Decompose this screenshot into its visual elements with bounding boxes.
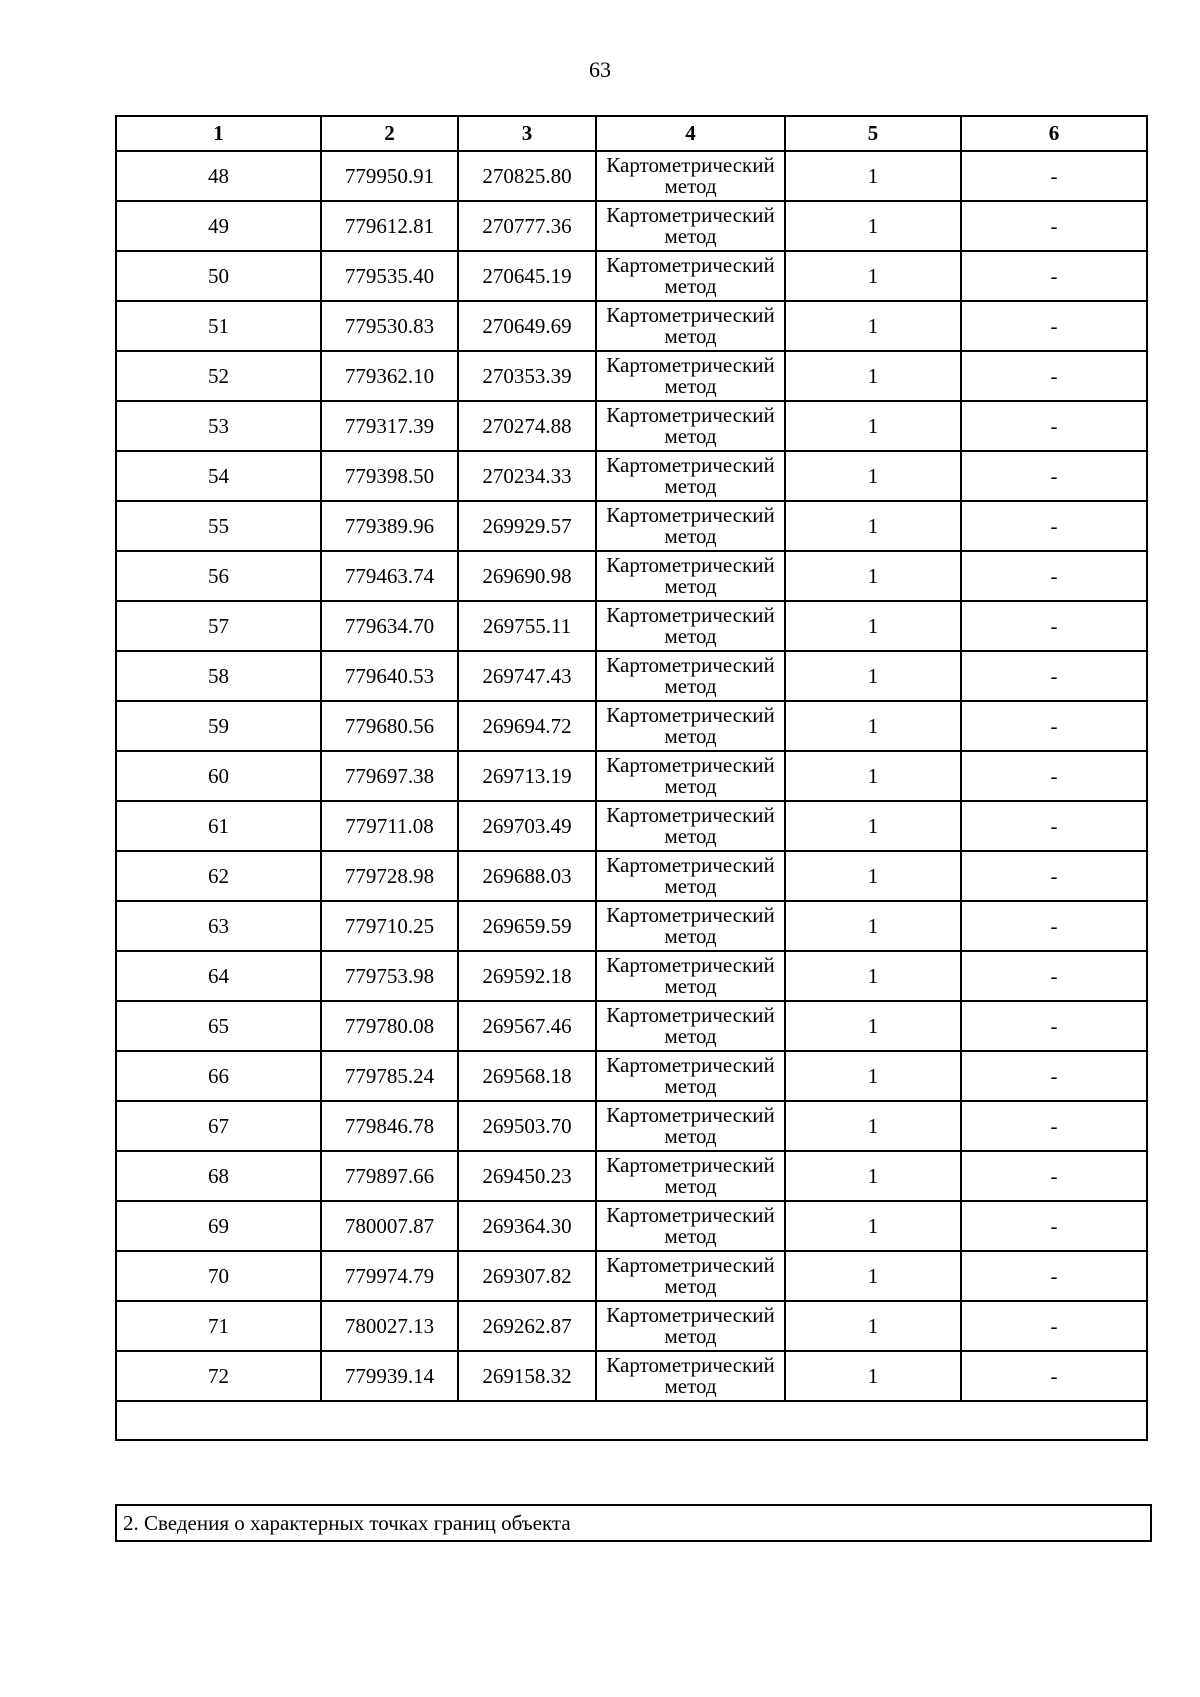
accuracy-cell: 1 xyxy=(785,551,961,601)
table-row xyxy=(116,351,1147,401)
description-cell: - xyxy=(961,901,1147,951)
table-row xyxy=(116,751,1147,801)
method-cell xyxy=(596,1251,785,1301)
description-cell: - xyxy=(961,401,1147,451)
method-line-1: Картометрический xyxy=(606,1103,775,1127)
method-line-1: Картометрический xyxy=(606,1003,775,1027)
table-row xyxy=(116,951,1147,1001)
table-header-row xyxy=(116,116,1147,151)
accuracy-cell: 1 xyxy=(785,1251,961,1301)
method-cell xyxy=(596,551,785,601)
point-number-cell: 50 xyxy=(116,251,321,301)
description-cell: - xyxy=(961,301,1147,351)
method-cell xyxy=(596,951,785,1001)
point-number-cell: 70 xyxy=(116,1251,321,1301)
method-line-1: Картометрический xyxy=(606,403,775,427)
table-row xyxy=(116,1301,1147,1351)
table-row xyxy=(116,1101,1147,1151)
method-line-2: метод xyxy=(664,674,717,698)
method-line-1: Картометрический xyxy=(606,803,775,827)
x-coordinate-cell: 779711.08 xyxy=(321,801,458,851)
description-cell: - xyxy=(961,951,1147,1001)
point-number-cell: 54 xyxy=(116,451,321,501)
table-row xyxy=(116,1351,1147,1401)
description-cell: - xyxy=(961,1151,1147,1201)
table-row xyxy=(116,851,1147,901)
y-coordinate-cell: 269659.59 xyxy=(458,901,596,951)
y-coordinate-cell: 270825.80 xyxy=(458,151,596,201)
method-cell xyxy=(596,1301,785,1351)
section-title: 2. Сведения о характерных точках границ объекта xyxy=(115,1504,1152,1542)
method-line-2: метод xyxy=(664,1274,717,1298)
method-line-2: метод xyxy=(664,824,717,848)
method-line-2: метод xyxy=(664,874,717,898)
method-line-2: метод xyxy=(664,374,717,398)
point-number-cell: 63 xyxy=(116,901,321,951)
y-coordinate-cell: 270274.88 xyxy=(458,401,596,451)
accuracy-cell: 1 xyxy=(785,1201,961,1251)
x-coordinate-cell: 780027.13 xyxy=(321,1301,458,1351)
method-line-2: метод xyxy=(664,1224,717,1248)
method-line-2: метод xyxy=(664,974,717,998)
y-coordinate-cell: 269690.98 xyxy=(458,551,596,601)
description-cell: - xyxy=(961,1001,1147,1051)
x-coordinate-cell: 779612.81 xyxy=(321,201,458,251)
method-line-2: метод xyxy=(664,624,717,648)
description-cell: - xyxy=(961,651,1147,701)
table-row xyxy=(116,1251,1147,1301)
y-coordinate-cell: 269307.82 xyxy=(458,1251,596,1301)
description-cell: - xyxy=(961,1351,1147,1401)
method-line-2: метод xyxy=(664,724,717,748)
point-number-cell: 53 xyxy=(116,401,321,451)
description-cell: - xyxy=(961,751,1147,801)
method-line-1: Картометрический xyxy=(606,453,775,477)
description-cell: - xyxy=(961,1201,1147,1251)
method-line-2: метод xyxy=(664,1374,717,1398)
description-cell: - xyxy=(961,451,1147,501)
x-coordinate-cell: 780007.87 xyxy=(321,1201,458,1251)
x-coordinate-cell: 779846.78 xyxy=(321,1101,458,1151)
column-header: 1 xyxy=(116,116,321,151)
table-row xyxy=(116,1201,1147,1251)
accuracy-cell: 1 xyxy=(785,701,961,751)
method-line-1: Картометрический xyxy=(606,1153,775,1177)
page-number: 63 xyxy=(589,57,611,82)
x-coordinate-cell: 779780.08 xyxy=(321,1001,458,1051)
accuracy-cell: 1 xyxy=(785,851,961,901)
accuracy-cell: 1 xyxy=(785,151,961,201)
table-row xyxy=(116,651,1147,701)
method-cell xyxy=(596,301,785,351)
method-cell xyxy=(596,1151,785,1201)
point-number-cell: 49 xyxy=(116,201,321,251)
table-row xyxy=(116,151,1147,201)
point-number-cell: 48 xyxy=(116,151,321,201)
point-number-cell: 69 xyxy=(116,1201,321,1251)
x-coordinate-cell: 779950.91 xyxy=(321,151,458,201)
method-cell xyxy=(596,1051,785,1101)
table-row xyxy=(116,1051,1147,1101)
method-line-2: метод xyxy=(664,774,717,798)
accuracy-cell: 1 xyxy=(785,751,961,801)
point-number-cell: 68 xyxy=(116,1151,321,1201)
accuracy-cell: 1 xyxy=(785,901,961,951)
method-line-2: метод xyxy=(664,1024,717,1048)
method-cell xyxy=(596,851,785,901)
point-number-cell: 51 xyxy=(116,301,321,351)
method-cell xyxy=(596,401,785,451)
method-line-1: Картометрический xyxy=(606,553,775,577)
table-row xyxy=(116,251,1147,301)
accuracy-cell: 1 xyxy=(785,1051,961,1101)
table-body xyxy=(116,151,1147,1401)
x-coordinate-cell: 779362.10 xyxy=(321,351,458,401)
x-coordinate-cell: 779974.79 xyxy=(321,1251,458,1301)
x-coordinate-cell: 779785.24 xyxy=(321,1051,458,1101)
method-line-2: метод xyxy=(664,474,717,498)
description-cell: - xyxy=(961,351,1147,401)
method-cell xyxy=(596,651,785,701)
point-number-cell: 58 xyxy=(116,651,321,701)
method-line-1: Картометрический xyxy=(606,953,775,977)
y-coordinate-cell: 269929.57 xyxy=(458,501,596,551)
method-line-2: метод xyxy=(664,924,717,948)
column-header: 2 xyxy=(321,116,458,151)
table-row xyxy=(116,901,1147,951)
y-coordinate-cell: 269158.32 xyxy=(458,1351,596,1401)
method-line-1: Картометрический xyxy=(606,653,775,677)
method-cell xyxy=(596,501,785,551)
table-row xyxy=(116,201,1147,251)
accuracy-cell: 1 xyxy=(785,1101,961,1151)
method-cell xyxy=(596,601,785,651)
method-cell xyxy=(596,901,785,951)
x-coordinate-cell: 779728.98 xyxy=(321,851,458,901)
description-cell: - xyxy=(961,1051,1147,1101)
description-cell: - xyxy=(961,1301,1147,1351)
point-number-cell: 55 xyxy=(116,501,321,551)
method-cell xyxy=(596,351,785,401)
method-line-2: метод xyxy=(664,274,717,298)
point-number-cell: 66 xyxy=(116,1051,321,1101)
method-line-1: Картометрический xyxy=(606,203,775,227)
x-coordinate-cell: 779697.38 xyxy=(321,751,458,801)
method-cell xyxy=(596,1351,785,1401)
point-number-cell: 61 xyxy=(116,801,321,851)
method-line-2: метод xyxy=(664,1174,717,1198)
point-number-cell: 57 xyxy=(116,601,321,651)
table-row xyxy=(116,1001,1147,1051)
description-cell: - xyxy=(961,601,1147,651)
y-coordinate-cell: 269592.18 xyxy=(458,951,596,1001)
method-line-2: метод xyxy=(664,1124,717,1148)
method-line-1: Картометрический xyxy=(606,1353,775,1377)
point-number-cell: 60 xyxy=(116,751,321,801)
method-line-1: Картометрический xyxy=(606,1303,775,1327)
y-coordinate-cell: 269262.87 xyxy=(458,1301,596,1351)
y-coordinate-cell: 270645.19 xyxy=(458,251,596,301)
y-coordinate-cell: 269567.46 xyxy=(458,1001,596,1051)
y-coordinate-cell: 269568.18 xyxy=(458,1051,596,1101)
x-coordinate-cell: 779389.96 xyxy=(321,501,458,551)
method-line-2: метод xyxy=(664,424,717,448)
x-coordinate-cell: 779530.83 xyxy=(321,301,458,351)
accuracy-cell: 1 xyxy=(785,301,961,351)
description-cell: - xyxy=(961,851,1147,901)
y-coordinate-cell: 270234.33 xyxy=(458,451,596,501)
accuracy-cell: 1 xyxy=(785,1351,961,1401)
y-coordinate-cell: 269703.49 xyxy=(458,801,596,851)
empty-cell xyxy=(116,1401,1147,1440)
table-row xyxy=(116,451,1147,501)
y-coordinate-cell: 269364.30 xyxy=(458,1201,596,1251)
method-cell xyxy=(596,1001,785,1051)
table-row xyxy=(116,401,1147,451)
description-cell: - xyxy=(961,551,1147,601)
description-cell: - xyxy=(961,251,1147,301)
method-line-1: Картометрический xyxy=(606,1203,775,1227)
method-line-1: Картометрический xyxy=(606,153,775,177)
point-number-cell: 67 xyxy=(116,1101,321,1151)
method-line-1: Картометрический xyxy=(606,253,775,277)
method-line-1: Картометрический xyxy=(606,503,775,527)
method-cell xyxy=(596,701,785,751)
point-number-cell: 62 xyxy=(116,851,321,901)
method-line-2: метод xyxy=(664,324,717,348)
y-coordinate-cell: 270353.39 xyxy=(458,351,596,401)
table-row xyxy=(116,301,1147,351)
method-cell xyxy=(596,801,785,851)
accuracy-cell: 1 xyxy=(785,951,961,1001)
description-cell: - xyxy=(961,151,1147,201)
method-line-1: Картометрический xyxy=(606,753,775,777)
description-cell: - xyxy=(961,1251,1147,1301)
accuracy-cell: 1 xyxy=(785,651,961,701)
x-coordinate-cell: 779535.40 xyxy=(321,251,458,301)
x-coordinate-cell: 779634.70 xyxy=(321,601,458,651)
accuracy-cell: 1 xyxy=(785,351,961,401)
method-line-1: Картометрический xyxy=(606,903,775,927)
y-coordinate-cell: 269694.72 xyxy=(458,701,596,751)
accuracy-cell: 1 xyxy=(785,501,961,551)
x-coordinate-cell: 779398.50 xyxy=(321,451,458,501)
table-row xyxy=(116,501,1147,551)
method-line-1: Картометрический xyxy=(606,303,775,327)
x-coordinate-cell: 779710.25 xyxy=(321,901,458,951)
point-number-cell: 65 xyxy=(116,1001,321,1051)
x-coordinate-cell: 779680.56 xyxy=(321,701,458,751)
accuracy-cell: 1 xyxy=(785,1301,961,1351)
accuracy-cell: 1 xyxy=(785,201,961,251)
point-number-cell: 52 xyxy=(116,351,321,401)
point-number-cell: 59 xyxy=(116,701,321,751)
y-coordinate-cell: 269747.43 xyxy=(458,651,596,701)
description-cell: - xyxy=(961,201,1147,251)
description-cell: - xyxy=(961,801,1147,851)
y-coordinate-cell: 269713.19 xyxy=(458,751,596,801)
accuracy-cell: 1 xyxy=(785,251,961,301)
x-coordinate-cell: 779753.98 xyxy=(321,951,458,1001)
method-line-1: Картометрический xyxy=(606,853,775,877)
method-cell xyxy=(596,1201,785,1251)
table-row xyxy=(116,601,1147,651)
description-cell: - xyxy=(961,501,1147,551)
accuracy-cell: 1 xyxy=(785,451,961,501)
method-line-2: метод xyxy=(664,174,717,198)
point-number-cell: 56 xyxy=(116,551,321,601)
x-coordinate-cell: 779317.39 xyxy=(321,401,458,451)
method-cell xyxy=(596,451,785,501)
method-cell xyxy=(596,151,785,201)
x-coordinate-cell: 779939.14 xyxy=(321,1351,458,1401)
table-row xyxy=(116,701,1147,751)
table-row xyxy=(116,551,1147,601)
method-cell xyxy=(596,201,785,251)
y-coordinate-cell: 269503.70 xyxy=(458,1101,596,1151)
x-coordinate-cell: 779897.66 xyxy=(321,1151,458,1201)
accuracy-cell: 1 xyxy=(785,1001,961,1051)
column-header: 4 xyxy=(596,116,785,151)
method-line-2: метод xyxy=(664,1074,717,1098)
accuracy-cell: 1 xyxy=(785,401,961,451)
x-coordinate-cell: 779640.53 xyxy=(321,651,458,701)
method-line-2: метод xyxy=(664,524,717,548)
method-line-1: Картометрический xyxy=(606,603,775,627)
accuracy-cell: 1 xyxy=(785,1151,961,1201)
point-number-cell: 72 xyxy=(116,1351,321,1401)
method-cell xyxy=(596,751,785,801)
method-line-1: Картометрический xyxy=(606,703,775,727)
method-line-2: метод xyxy=(664,224,717,248)
y-coordinate-cell: 269755.11 xyxy=(458,601,596,651)
y-coordinate-cell: 270649.69 xyxy=(458,301,596,351)
point-number-cell: 71 xyxy=(116,1301,321,1351)
method-cell xyxy=(596,1101,785,1151)
method-line-1: Картометрический xyxy=(606,1253,775,1277)
method-line-1: Картометрический xyxy=(606,1053,775,1077)
coordinates-table xyxy=(115,115,1148,1441)
column-header: 3 xyxy=(458,116,596,151)
column-header: 6 xyxy=(961,116,1147,151)
y-coordinate-cell: 270777.36 xyxy=(458,201,596,251)
description-cell: - xyxy=(961,1101,1147,1151)
accuracy-cell: 1 xyxy=(785,601,961,651)
method-line-2: метод xyxy=(664,574,717,598)
point-number-cell: 64 xyxy=(116,951,321,1001)
column-header: 5 xyxy=(785,116,961,151)
accuracy-cell: 1 xyxy=(785,801,961,851)
table-row xyxy=(116,1151,1147,1201)
y-coordinate-cell: 269688.03 xyxy=(458,851,596,901)
description-cell: - xyxy=(961,701,1147,751)
method-line-1: Картометрический xyxy=(606,353,775,377)
y-coordinate-cell: 269450.23 xyxy=(458,1151,596,1201)
table-row xyxy=(116,801,1147,851)
method-cell xyxy=(596,251,785,301)
x-coordinate-cell: 779463.74 xyxy=(321,551,458,601)
method-line-2: метод xyxy=(664,1324,717,1348)
table-empty-row xyxy=(116,1401,1147,1440)
